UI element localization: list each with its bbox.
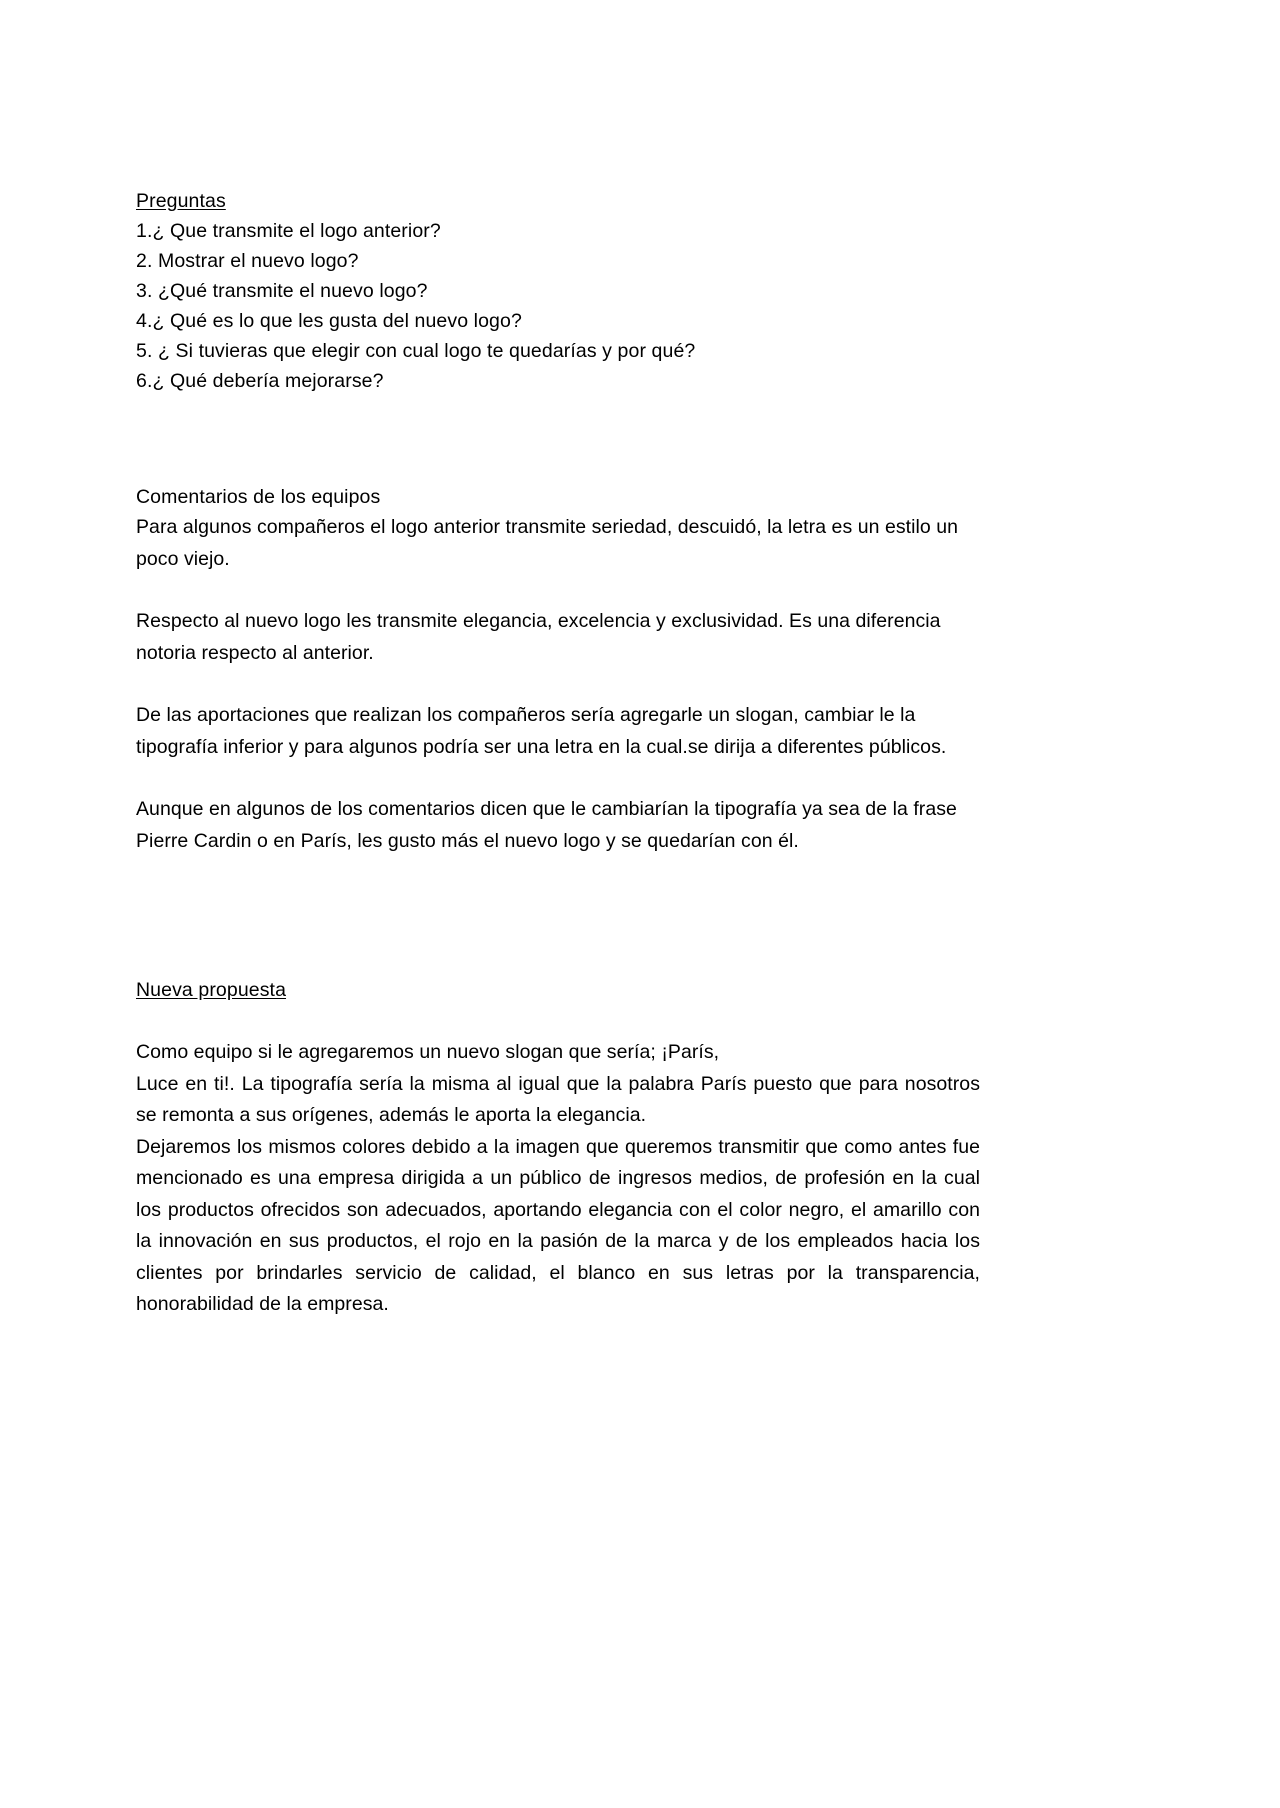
comments-paragraph-4: Aunque en algunos de los comentarios dicen que le cambiarían la tipografía ya sea de la frase Pierre Cardin o en París, les gusto más el nuevo logo y se quedarían con él. <box>136 798 957 852</box>
proposal-paragraph-3: Dejaremos los mismos colores debido a la imagen que queremos transmitir que como antes fue mencionado es una empresa dirigida a un público de ingresos medios, de profesión en la cual los productos ofrecidos son adecuados, aportando elegancia con el color negro, el amarillo con la innovación en sus productos, el rojo en la pasión de la marca y de los empleados hacia los clientes por brindarles servicio de calidad, el blanco en sus letras por la transparencia, honorabilidad de la empresa. <box>136 1135 980 1315</box>
proposal-heading: Nueva propuesta <box>136 979 287 1001</box>
question-item-3: 3. ¿Qué transmite el nuevo logo? <box>136 280 428 302</box>
spacer-comments-proposal <box>136 857 980 975</box>
comments-section <box>136 482 980 857</box>
spacer-questions-comments <box>136 396 980 482</box>
proposal-paragraph-1: Como equipo si le agregaremos un nuevo slogan que sería; ¡París, <box>136 1041 720 1063</box>
paragraph-gap <box>136 575 980 606</box>
spacer-heading-body <box>136 1005 980 1037</box>
questions-section <box>136 186 980 396</box>
comments-paragraph-3: De las aportaciones que realizan los compañeros sería agregarle un slogan, cambiar le la tipografía inferior y para algunos podría ser una letra en la cual.se dirija a diferentes públicos. <box>136 704 947 758</box>
document-content <box>136 186 980 1321</box>
questions-heading: Preguntas <box>136 190 226 212</box>
question-item-1: 1.¿ Que transmite el logo anterior? <box>136 220 441 242</box>
question-item-5: 5. ¿ Si tuvieras que elegir con cual logo te quedarías y por qué? <box>136 340 696 362</box>
comments-heading: Comentarios de los equipos <box>136 486 381 508</box>
question-item-6: 6.¿ Qué debería mejorarse? <box>136 370 384 392</box>
paragraph-gap <box>136 763 980 794</box>
question-item-4: 4.¿ Qué es lo que les gusta del nuevo logo? <box>136 310 522 332</box>
comments-paragraph-2: Respecto al nuevo logo les transmite elegancia, excelencia y exclusividad. Es una diferencia notoria respecto al anterior. <box>136 610 941 664</box>
comments-paragraph-1: Para algunos compañeros el logo anterior transmite seriedad, descuidó, la letra es un estilo un poco viejo. <box>136 516 959 570</box>
question-item-2: 2. Mostrar el nuevo logo? <box>136 250 359 272</box>
proposal-paragraph-2: Luce en ti!. La tipografía sería la misma al igual que la palabra París puesto que para nosotros se remonta a sus orígenes, además le aporta la elegancia. <box>136 1072 980 1126</box>
proposal-section <box>136 975 980 1321</box>
questions-list <box>136 216 980 396</box>
paragraph-gap <box>136 669 980 700</box>
